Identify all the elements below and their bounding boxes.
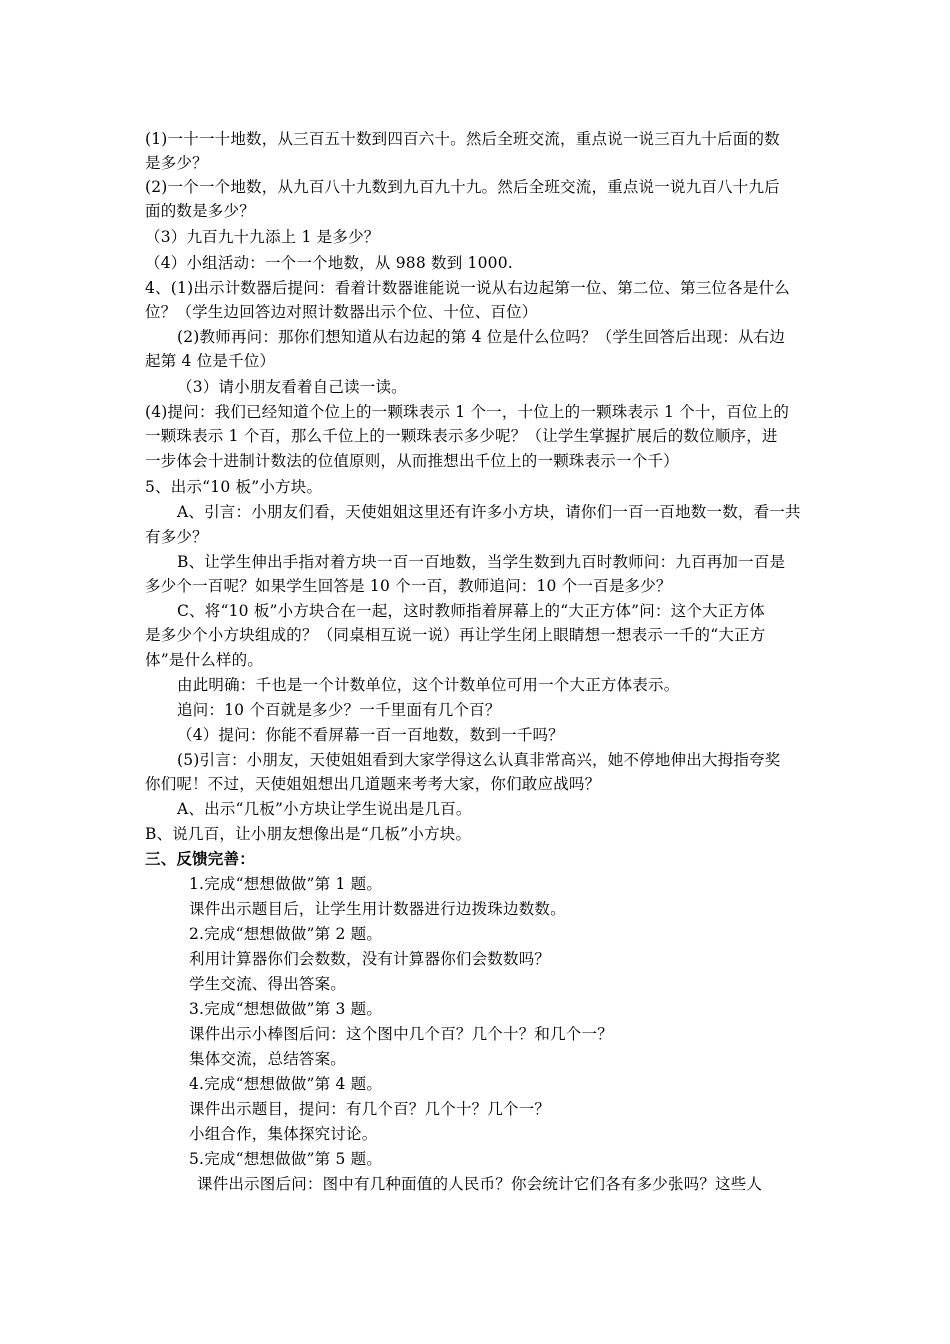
text-line: 体”是什么样的。 [145,651,264,669]
text-line: 3.完成“想想做做”第 3 题。 [189,1000,383,1018]
text-line: 课件出示图后问：图中有几种面值的人民币？你会统计它们各有多少张吗？这些人 [197,1175,763,1193]
text-line: 5.完成“想想做做”第 5 题。 [189,1150,383,1168]
text-line: 1.完成“想想做做”第 1 题。 [189,875,383,893]
text-line: B、让学生伸出手指对着方块一百一百地数，当学生数到九百时教师问：九百再加一百是 [177,553,786,571]
text-line: 由此明确：千也是一个计数单位，这个计数单位可用一个大正方体表示。 [177,676,680,694]
text-line: 课件出示题目，提问：有几个百？几个十？几个一？ [189,1100,551,1118]
text-line: 4.完成“想想做做”第 4 题。 [189,1075,383,1093]
text-line: 是多少个小方块组成的？（同桌相互说一说）再让学生闭上眼睛想一想表示一千的“大正方 [145,626,766,644]
text-line: 2.完成“想想做做”第 2 题。 [189,925,383,943]
text-line: 利用计算器你们会数数，没有计算器你们会数数吗？ [189,950,551,968]
text-line: (1)一十一十地数，从三百五十数到四百六十。然后全班交流，重点说一说三百九十后面的数 [145,130,780,148]
text-line: 位？（学生边回答边对照计数器出示个位、十位、百位） [145,303,538,321]
text-line: (2)一个一个地数，从九百八十九数到九百九十九。然后全班交流，重点说一说九百八十九后 [145,178,780,196]
text-line: 集体交流，总结答案。 [189,1050,347,1068]
text-line: 课件出示小棒图后问：这个图中几个百？几个十？和几个一？ [189,1025,613,1043]
text-line: （4）小组活动：一个一个地数，从 988 数到 1000. [145,254,513,272]
text-line: A、出示“几板”小方块让学生说出是几百。 [177,800,472,818]
text-line: 你们呢！不过，天使姐姐想出几道题来考考大家，你们敢应战吗？ [145,775,601,793]
text-line: 起第 4 位是千位） [145,352,276,370]
text-line: （3）请小朋友看着自己读一读。 [177,378,407,396]
text-line: B、说几百，让小朋友想像出是“几板”小方块。 [145,825,472,843]
text-line: 有多少？ [145,528,208,546]
text-line: (2)教师再问：那你们想知道从右边起的第 4 位是什么位吗？（学生回答后出现：从右边 [177,328,786,346]
text-line: 是多少？ [145,154,208,172]
text-line: 多少个一百呢？如果学生回答是 10 个一百，教师追问：10 个一百是多少？ [145,577,672,595]
text-line: 5、出示“10 板”小方块。 [145,478,323,496]
text-line: 一颗珠表示 1 个百，那么千位上的一颗珠表示多少呢？（让学生掌握扩展后的数位顺序，进 [145,427,778,445]
text-line: 一步体会十进制计数法的位值原则，从而推想出千位上的一颗珠表示一个千） [145,452,679,470]
section-heading: 三、反馈完善： [145,850,255,868]
text-line: 学生交流、得出答案。 [189,975,347,993]
text-line: 课件出示题目后，让学生用计数器进行边拨珠边数数。 [189,900,566,918]
text-line: （3）九百九十九添上 1 是多少？ [145,228,380,246]
text-line: A、引言：小朋友们看，天使姐姐这里还有许多小方块，请你们一百一百地数一数，看一共 [177,503,801,521]
text-line: (5)引言：小朋友，天使姐姐看到大家学得这么认真非常高兴，她不停地伸出大拇指夸奖 [177,751,781,769]
text-line: 4、(1)出示计数器后提问：看着计数器谁能说一说从右边起第一位、第二位、第三位各是什么 [145,279,790,297]
text-line: 面的数是多少？ [145,202,255,220]
text-line: （4）提问：你能不看屏幕一百一百地数，数到一千吗？ [177,726,564,744]
text-line: 小组合作，集体探究讨论。 [189,1125,378,1143]
text-line: C、将“10 板”小方块合在一起，这时教师指着屏幕上的“大正方体”问：这个大正方体 [177,602,765,620]
text-line: (4)提问：我们已经知道个位上的一颗珠表示 1 个一，十位上的一颗珠表示 1 个十，百位上的 [145,403,790,421]
text-line: 追问：10 个百就是多少？一千里面有几个百？ [177,701,501,719]
